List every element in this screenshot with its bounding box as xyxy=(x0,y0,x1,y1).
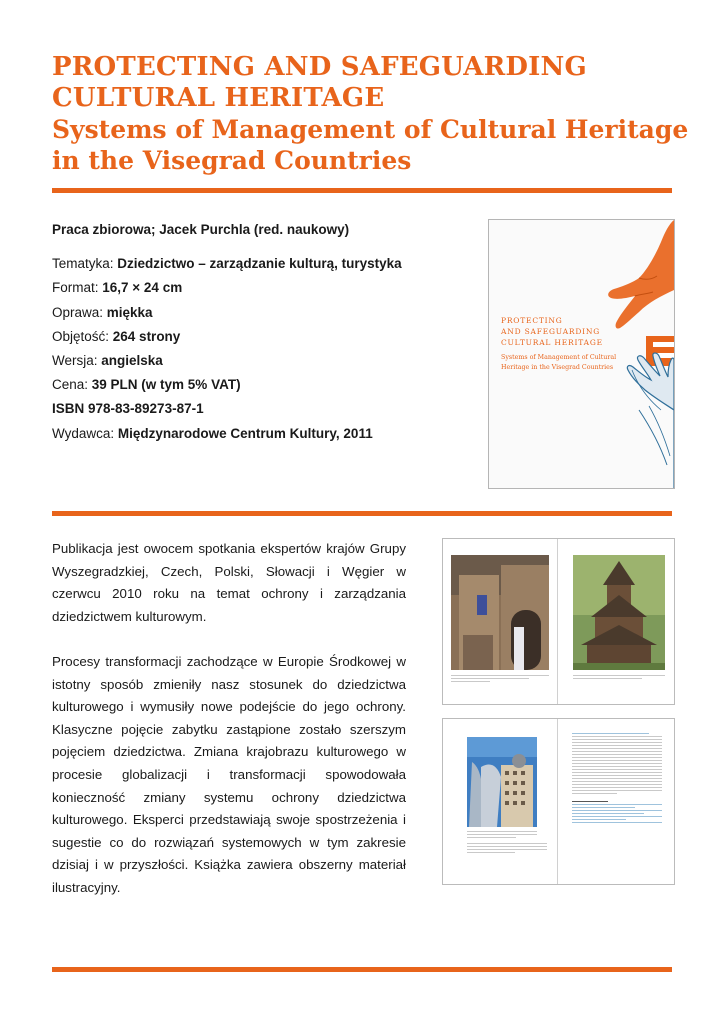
cover-subtitle-line-2: Heritage in the Visegrad Countries xyxy=(501,364,614,371)
price-value: 39 PLN (w tym 5% VAT) xyxy=(91,377,241,393)
format-row xyxy=(52,276,472,300)
book-description xyxy=(52,538,406,922)
cover-text xyxy=(501,315,616,373)
isbn-row xyxy=(52,397,472,421)
caption-lines xyxy=(467,831,537,840)
photo-castle-gate xyxy=(451,555,549,670)
book-cover xyxy=(488,219,675,489)
version-label: Wersja: xyxy=(52,352,102,368)
caption-lines xyxy=(573,675,665,685)
title-line-2: CULTURAL HERITAGE xyxy=(52,83,385,113)
format-value: 16,7 × 24 cm xyxy=(102,280,183,296)
subject-value: Dziedzictwo – zarządzanie kulturą, turystyka xyxy=(117,256,402,272)
publisher-label: Wydawca: xyxy=(52,425,118,441)
description-paragraph-2: Procesy transformacji zachodzące w Europie Środkowej w istotny sposób zmieniły nasz stosunek do dziedzictwa kulturowego i wymusiły nowe podejście do jego ochrony. Klasyczne pojęcie zabytku zastąpione zostało szerszym pojęciem dziedzictwa. Zmiana krajobrazu kulturowego w procesie globalizacji i transformacji spowodowała konieczność zmiany systemu ochrony dziedzictwa kulturowego. Eksperci przedstawiają swoje spostrzeżenia i sugestie co do rozwiązań systemowych w tym zakresie dzisiaj i w przyszłości. Książka zawiera obszerny materiał ilustracyjny. xyxy=(52,653,406,895)
version-value: angielska xyxy=(101,352,163,368)
pages-row xyxy=(52,325,472,349)
cover-title-line-1: PROTECTING xyxy=(501,316,563,325)
binding-label: Oprawa: xyxy=(52,304,107,320)
publisher-row xyxy=(52,422,472,446)
middle-divider xyxy=(52,511,672,516)
paragraph-lines xyxy=(467,843,547,855)
authors: Praca zbiorowa; Jacek Purchla (red. naukowy) xyxy=(52,222,350,237)
top-divider xyxy=(52,188,672,193)
sample-spread-1 xyxy=(442,538,675,705)
spread-2-right-page xyxy=(558,719,672,884)
paragraph-lines xyxy=(572,733,662,825)
caption-lines xyxy=(451,675,549,685)
cover-title-line-3: CULTURAL HERITAGE xyxy=(501,338,603,347)
pages-label: Objętość: xyxy=(52,328,113,344)
subtitle-line-2: in the Visegrad Countries xyxy=(52,146,412,175)
spread-2-left-page xyxy=(443,719,558,884)
version-row xyxy=(52,349,472,373)
book-title xyxy=(52,52,692,176)
spread-1-left-page xyxy=(443,539,558,704)
cover-subtitle-line-1: Systems of Management of Cultural xyxy=(501,354,617,361)
book-metadata xyxy=(52,218,472,446)
pages-value: 264 strony xyxy=(112,328,181,344)
isbn: ISBN 978-83-89273-87-1 xyxy=(52,401,204,417)
price-row xyxy=(52,373,472,397)
binding-value: miękka xyxy=(106,304,153,320)
subject-label: Tematyka: xyxy=(52,256,118,272)
subtitle-line-1: Systems of Management of Cultural Heritage xyxy=(52,115,689,144)
spread-1-right-page xyxy=(558,539,672,704)
photo-wooden-church xyxy=(573,555,665,670)
binding-row xyxy=(52,301,472,325)
publisher-value: Międzynarodowe Centrum Kultury, 2011 xyxy=(117,425,373,441)
price-label: Cena: xyxy=(52,377,92,393)
description-paragraph-1: Publikacja jest owocem spotkania ekspertów krajów Grupy Wyszegradzkiej, Czech, Polski, Słowacji i Węgier w czerwcu 2010 roku na temat ochrony i zarządzania dziedzictwem kulturowym. xyxy=(52,541,406,624)
sample-spread-2 xyxy=(442,718,675,885)
format-label: Format: xyxy=(52,280,103,296)
cover-title-line-2: AND SAFEGUARDING xyxy=(501,327,601,336)
bottom-divider xyxy=(52,967,672,972)
photo-dancing-house xyxy=(467,737,537,827)
subject-row xyxy=(52,252,472,276)
title-line-1: PROTECTING AND SAFEGUARDING xyxy=(52,52,587,82)
